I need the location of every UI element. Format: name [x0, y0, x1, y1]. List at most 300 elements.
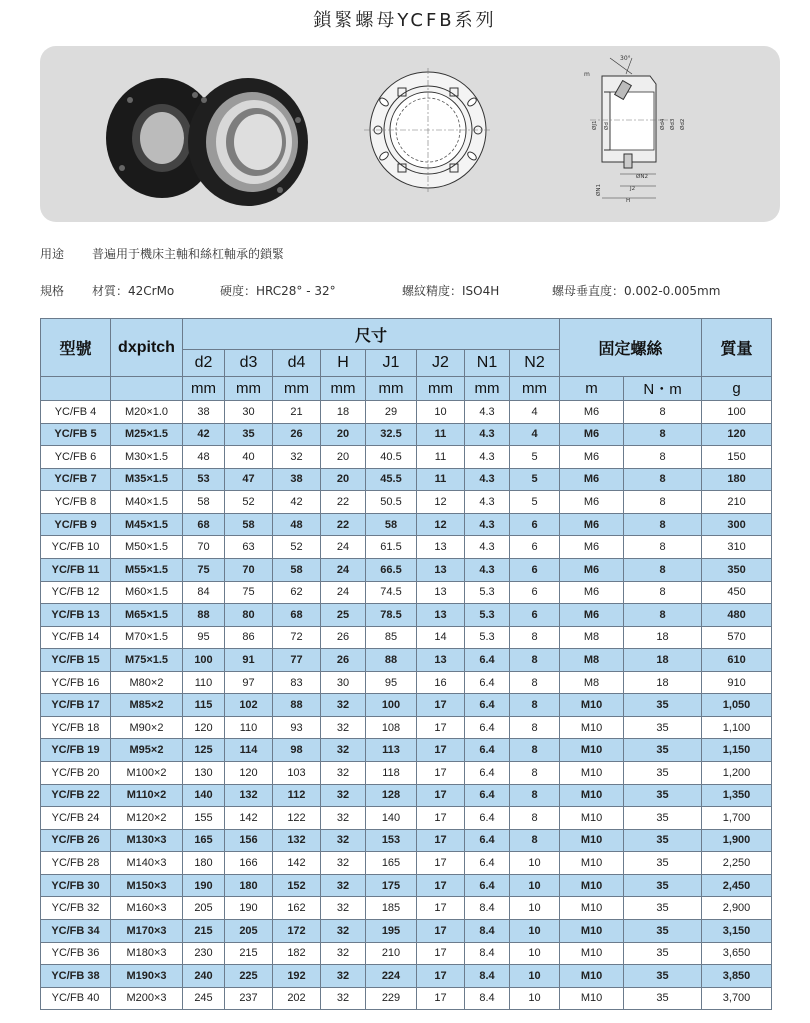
table-row: [41, 694, 772, 717]
table-cell: 10: [510, 852, 560, 875]
table-cell: 225: [225, 965, 273, 988]
spec-row: [40, 282, 720, 299]
table-cell: 8: [510, 807, 560, 830]
table-cell: M45×1.5: [111, 513, 183, 536]
lock-nut-photo: [100, 60, 320, 210]
table-cell: YC/FB 11: [41, 558, 111, 581]
table-cell: 25: [321, 604, 366, 627]
table-cell: 6: [510, 558, 560, 581]
spec-table: [40, 318, 772, 1010]
table-cell: 11: [417, 446, 465, 469]
table-cell: 66.5: [366, 558, 417, 581]
table-cell: M6: [560, 491, 624, 514]
table-cell: 93: [273, 716, 321, 739]
table-cell: 215: [225, 942, 273, 965]
header-j1: J1: [366, 350, 417, 377]
table-cell: 22: [321, 491, 366, 514]
usage-label: 用途: [40, 247, 65, 261]
header-mass: 質量: [702, 319, 772, 377]
table-cell: 35: [624, 942, 702, 965]
label-d4: Ød4: [660, 118, 666, 130]
table-cell: 153: [366, 829, 417, 852]
table-cell: 8: [624, 536, 702, 559]
table-cell: M80×2: [111, 671, 183, 694]
table-cell: YC/FB 32: [41, 897, 111, 920]
table-cell: 32: [321, 829, 366, 852]
table-cell: 17: [417, 739, 465, 762]
header-dxpitch: dxpitch: [111, 319, 183, 377]
header-dimensions: 尺寸: [183, 319, 560, 350]
table-cell: 162: [273, 897, 321, 920]
table-cell: 240: [183, 965, 225, 988]
table-cell: 103: [273, 762, 321, 785]
table-cell: M10: [560, 897, 624, 920]
table-cell: 480: [702, 604, 772, 627]
table-cell: 17: [417, 829, 465, 852]
table-cell: YC/FB 28: [41, 852, 111, 875]
table-cell: 202: [273, 987, 321, 1010]
table-row: [41, 739, 772, 762]
table-cell: 30: [225, 401, 273, 424]
table-cell: 108: [366, 716, 417, 739]
table-cell: 110: [183, 671, 225, 694]
table-cell: 11: [417, 423, 465, 446]
table-cell: 17: [417, 919, 465, 942]
table-cell: M10: [560, 739, 624, 762]
table-cell: 142: [225, 807, 273, 830]
table-cell: YC/FB 4: [41, 401, 111, 424]
table-cell: 32: [321, 874, 366, 897]
table-cell: 48: [183, 446, 225, 469]
table-cell: 88: [273, 694, 321, 717]
table-cell: 8: [510, 739, 560, 762]
table-cell: M10: [560, 784, 624, 807]
table-cell: 35: [624, 807, 702, 830]
table-cell: 4: [510, 401, 560, 424]
table-cell: 38: [273, 468, 321, 491]
table-cell: 190: [225, 897, 273, 920]
table-cell: M50×1.5: [111, 536, 183, 559]
table-cell: 156: [225, 829, 273, 852]
table-cell: 95: [183, 626, 225, 649]
table-cell: YC/FB 16: [41, 671, 111, 694]
table-cell: 6: [510, 604, 560, 627]
table-cell: YC/FB 9: [41, 513, 111, 536]
angle-label: 30°: [620, 55, 631, 62]
table-cell: 4.3: [465, 536, 510, 559]
table-cell: 245: [183, 987, 225, 1010]
table-cell: 118: [366, 762, 417, 785]
table-cell: M35×1.5: [111, 468, 183, 491]
table-cell: 150: [702, 446, 772, 469]
table-cell: YC/FB 26: [41, 829, 111, 852]
table-cell: 4.3: [465, 491, 510, 514]
table-cell: 35: [225, 423, 273, 446]
table-cell: 2,250: [702, 852, 772, 875]
table-cell: 125: [183, 739, 225, 762]
table-cell: 50.5: [366, 491, 417, 514]
table-row: [41, 626, 772, 649]
table-cell: 78.5: [366, 604, 417, 627]
table-cell: 98: [273, 739, 321, 762]
table-cell: 229: [366, 987, 417, 1010]
perpendicularity-text: 螺母垂直度：0.002-0.005mm: [552, 284, 721, 298]
table-cell: 17: [417, 987, 465, 1010]
table-row: [41, 807, 772, 830]
table-cell: YC/FB 38: [41, 965, 111, 988]
table-cell: 13: [417, 649, 465, 672]
table-cell: M6: [560, 558, 624, 581]
table-cell: 8: [510, 649, 560, 672]
table-row: [41, 536, 772, 559]
table-cell: 32: [321, 852, 366, 875]
table-cell: 74.5: [366, 581, 417, 604]
unit-cell: mm: [465, 377, 510, 401]
table-cell: 1,050: [702, 694, 772, 717]
table-cell: 910: [702, 671, 772, 694]
table-cell: M6: [560, 401, 624, 424]
table-cell: 8: [624, 558, 702, 581]
table-cell: 12: [417, 491, 465, 514]
table-cell: 86: [225, 626, 273, 649]
table-cell: 17: [417, 874, 465, 897]
table-cell: 21: [273, 401, 321, 424]
table-cell: 130: [183, 762, 225, 785]
table-cell: YC/FB 36: [41, 942, 111, 965]
table-cell: 237: [225, 987, 273, 1010]
table-cell: M20×1.0: [111, 401, 183, 424]
table-cell: M65×1.5: [111, 604, 183, 627]
table-cell: 35: [624, 874, 702, 897]
table-cell: 8: [510, 829, 560, 852]
table-cell: 110: [225, 716, 273, 739]
table-cell: 8.4: [465, 942, 510, 965]
thread-precision-text: 螺紋精度：ISO4H: [402, 284, 500, 298]
table-cell: M55×1.5: [111, 558, 183, 581]
table-cell: M8: [560, 626, 624, 649]
table-cell: 11: [417, 468, 465, 491]
table-cell: 610: [702, 649, 772, 672]
table-cell: M60×1.5: [111, 581, 183, 604]
table-cell: 75: [225, 581, 273, 604]
table-row: [41, 671, 772, 694]
table-cell: YC/FB 19: [41, 739, 111, 762]
table-cell: 3,650: [702, 942, 772, 965]
table-cell: 32: [321, 987, 366, 1010]
header-d2: d2: [183, 350, 225, 377]
table-cell: 1,700: [702, 807, 772, 830]
header-model: 型號: [41, 319, 111, 377]
table-cell: 95: [366, 671, 417, 694]
table-row: [41, 446, 772, 469]
table-cell: M10: [560, 807, 624, 830]
table-cell: M150×3: [111, 874, 183, 897]
table-cell: 6.4: [465, 694, 510, 717]
table-cell: 4.3: [465, 423, 510, 446]
table-cell: M100×2: [111, 762, 183, 785]
table-cell: 8: [624, 401, 702, 424]
table-cell: 32: [321, 716, 366, 739]
table-cell: M110×2: [111, 784, 183, 807]
table-cell: M6: [560, 423, 624, 446]
label-j1: ØJ1: [592, 120, 598, 130]
table-cell: 6.4: [465, 671, 510, 694]
table-cell: YC/FB 6: [41, 446, 111, 469]
table-cell: 5.3: [465, 581, 510, 604]
table-cell: 13: [417, 558, 465, 581]
table-cell: YC/FB 12: [41, 581, 111, 604]
table-cell: 8.4: [465, 897, 510, 920]
table-cell: 52: [225, 491, 273, 514]
table-cell: 8.4: [465, 919, 510, 942]
table-cell: 4.3: [465, 468, 510, 491]
table-cell: 4.3: [465, 446, 510, 469]
table-cell: 5.3: [465, 626, 510, 649]
table-cell: 13: [417, 604, 465, 627]
table-cell: M200×3: [111, 987, 183, 1010]
table-cell: M90×2: [111, 716, 183, 739]
table-cell: M8: [560, 649, 624, 672]
table-cell: 1,150: [702, 739, 772, 762]
table-cell: 75: [183, 558, 225, 581]
unit-cell: N・m: [624, 377, 702, 401]
table-cell: 8.4: [465, 965, 510, 988]
table-cell: 17: [417, 784, 465, 807]
table-cell: YC/FB 34: [41, 919, 111, 942]
table-cell: 6: [510, 536, 560, 559]
table-cell: 24: [321, 581, 366, 604]
table-cell: 32: [321, 965, 366, 988]
table-row: [41, 423, 772, 446]
table-cell: 185: [366, 897, 417, 920]
table-cell: 88: [183, 604, 225, 627]
table-cell: 132: [273, 829, 321, 852]
table-cell: 224: [366, 965, 417, 988]
table-cell: 62: [273, 581, 321, 604]
table-cell: M190×3: [111, 965, 183, 988]
table-cell: YC/FB 10: [41, 536, 111, 559]
table-cell: 570: [702, 626, 772, 649]
table-cell: 32: [321, 919, 366, 942]
table-cell: 20: [321, 446, 366, 469]
table-cell: 58: [225, 513, 273, 536]
usage-row: [40, 245, 284, 262]
table-cell: 18: [624, 626, 702, 649]
table-cell: 17: [417, 852, 465, 875]
table-cell: M8: [560, 671, 624, 694]
table-cell: M10: [560, 852, 624, 875]
table-cell: 26: [273, 423, 321, 446]
table-cell: YC/FB 20: [41, 762, 111, 785]
header-j2: J2: [417, 350, 465, 377]
table-cell: 17: [417, 807, 465, 830]
table-cell: 120: [225, 762, 273, 785]
table-cell: 102: [225, 694, 273, 717]
table-cell: 8: [624, 423, 702, 446]
table-cell: 70: [183, 536, 225, 559]
table-row: [41, 491, 772, 514]
table-cell: 88: [366, 649, 417, 672]
table-cell: 8: [624, 513, 702, 536]
unit-cell: mm: [273, 377, 321, 401]
table-cell: 1,200: [702, 762, 772, 785]
label-j2: J2: [630, 186, 636, 192]
table-cell: M10: [560, 874, 624, 897]
table-cell: 180: [225, 874, 273, 897]
spec-label: 規格: [40, 284, 65, 298]
table-cell: YC/FB 30: [41, 874, 111, 897]
table-cell: M30×1.5: [111, 446, 183, 469]
table-cell: 38: [183, 401, 225, 424]
table-cell: 8: [510, 784, 560, 807]
table-cell: YC/FB 24: [41, 807, 111, 830]
table-cell: M170×3: [111, 919, 183, 942]
table-cell: M85×2: [111, 694, 183, 717]
table-cell: 4.3: [465, 401, 510, 424]
table-cell: 128: [366, 784, 417, 807]
table-cell: 3,700: [702, 987, 772, 1010]
table-cell: M40×1.5: [111, 491, 183, 514]
table-row: [41, 965, 772, 988]
table-row: [41, 784, 772, 807]
table-cell: 100: [702, 401, 772, 424]
table-row: [41, 919, 772, 942]
table-cell: 58: [273, 558, 321, 581]
table-cell: 12: [417, 513, 465, 536]
table-cell: 6.4: [465, 829, 510, 852]
table-cell: 6.4: [465, 852, 510, 875]
table-cell: 63: [225, 536, 273, 559]
table-row: [41, 942, 772, 965]
table-cell: 32: [321, 739, 366, 762]
table-cell: 165: [183, 829, 225, 852]
table-cell: 10: [510, 874, 560, 897]
table-cell: 6.4: [465, 739, 510, 762]
table-cell: 180: [702, 468, 772, 491]
table-cell: 180: [183, 852, 225, 875]
table-cell: 172: [273, 919, 321, 942]
table-row: [41, 468, 772, 491]
table-cell: 8: [510, 694, 560, 717]
table-cell: YC/FB 17: [41, 694, 111, 717]
table-cell: 140: [183, 784, 225, 807]
table-cell: 17: [417, 965, 465, 988]
table-row: [41, 897, 772, 920]
label-d2: Ød2: [680, 118, 686, 130]
table-cell: M120×2: [111, 807, 183, 830]
table-cell: 68: [273, 604, 321, 627]
table-cell: M6: [560, 581, 624, 604]
table-cell: 205: [183, 897, 225, 920]
header-d3: d3: [225, 350, 273, 377]
material-text: 材質：42CrMo: [92, 284, 175, 298]
table-cell: 350: [702, 558, 772, 581]
unit-cell: m: [560, 377, 624, 401]
table-cell: M6: [560, 468, 624, 491]
table-cell: M10: [560, 919, 624, 942]
unit-cell: mm: [321, 377, 366, 401]
table-cell: 4: [510, 423, 560, 446]
table-cell: 8: [624, 491, 702, 514]
table-cell: 32: [321, 807, 366, 830]
header-h: H: [321, 350, 366, 377]
table-cell: 8: [624, 604, 702, 627]
table-cell: 5: [510, 491, 560, 514]
table-cell: 24: [321, 558, 366, 581]
table-cell: 35: [624, 694, 702, 717]
label-n2: ØN2: [636, 174, 648, 180]
table-cell: 310: [702, 536, 772, 559]
table-cell: 4.3: [465, 558, 510, 581]
table-row: [41, 401, 772, 424]
table-cell: 114: [225, 739, 273, 762]
table-cell: M6: [560, 446, 624, 469]
table-row: [41, 513, 772, 536]
table-cell: 35: [624, 987, 702, 1010]
table-cell: 1,900: [702, 829, 772, 852]
table-cell: 17: [417, 694, 465, 717]
table-cell: YC/FB 15: [41, 649, 111, 672]
table-cell: M95×2: [111, 739, 183, 762]
table-cell: 3,150: [702, 919, 772, 942]
table-cell: 100: [366, 694, 417, 717]
table-cell: M6: [560, 513, 624, 536]
unit-cell: mm: [183, 377, 225, 401]
table-cell: 210: [702, 491, 772, 514]
table-cell: 6: [510, 513, 560, 536]
table-cell: 58: [183, 491, 225, 514]
table-cell: M10: [560, 762, 624, 785]
table-cell: 6.4: [465, 762, 510, 785]
page-title: 鎖緊螺母YCFB系列: [313, 10, 497, 31]
table-cell: 20: [321, 423, 366, 446]
table-cell: 83: [273, 671, 321, 694]
table-cell: 22: [321, 513, 366, 536]
table-cell: 195: [366, 919, 417, 942]
table-cell: YC/FB 40: [41, 987, 111, 1010]
table-cell: 18: [624, 649, 702, 672]
table-cell: M180×3: [111, 942, 183, 965]
table-row: [41, 558, 772, 581]
header-d4: d4: [273, 350, 321, 377]
table-cell: 61.5: [366, 536, 417, 559]
table-cell: 40: [225, 446, 273, 469]
table-cell: M130×3: [111, 829, 183, 852]
table-cell: 6.4: [465, 784, 510, 807]
table-cell: 140: [366, 807, 417, 830]
table-cell: 13: [417, 536, 465, 559]
table-cell: 91: [225, 649, 273, 672]
table-cell: 6.4: [465, 716, 510, 739]
table-cell: 70: [225, 558, 273, 581]
table-cell: 17: [417, 897, 465, 920]
table-cell: 47: [225, 468, 273, 491]
label-d: Ød: [604, 122, 610, 130]
table-cell: 17: [417, 716, 465, 739]
table-cell: 42: [273, 491, 321, 514]
table-cell: 29: [366, 401, 417, 424]
table-cell: 32: [321, 784, 366, 807]
table-cell: 26: [321, 626, 366, 649]
table-cell: 48: [273, 513, 321, 536]
table-cell: 132: [225, 784, 273, 807]
table-cell: 10: [417, 401, 465, 424]
table-cell: 8: [510, 762, 560, 785]
table-row: [41, 762, 772, 785]
table-cell: 1,100: [702, 716, 772, 739]
table-cell: 35: [624, 716, 702, 739]
table-cell: 30: [321, 671, 366, 694]
